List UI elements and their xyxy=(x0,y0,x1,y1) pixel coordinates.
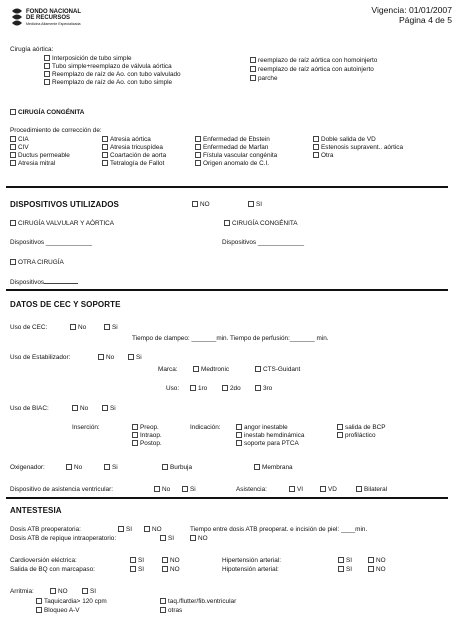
checkbox[interactable] xyxy=(289,486,295,492)
dispositivos-field[interactable]: Dispositivos _____________ xyxy=(10,239,93,246)
checkbox[interactable] xyxy=(313,152,319,158)
cec-title: DATOS DE CEC Y SOPORTE xyxy=(10,300,121,309)
congenita-option[interactable]: Atresia mitral xyxy=(10,160,55,168)
atb-pre-label: Dosis ATB preoperatoria: xyxy=(10,526,81,533)
dispositivos-title: DISPOSITIVOS UTILIZADOS xyxy=(10,200,119,209)
logo-subtitle: Medicina Altamente Especializada xyxy=(26,22,81,26)
checkbox[interactable] xyxy=(368,566,374,572)
hiper-si[interactable]: SI xyxy=(338,557,352,565)
arritmia-option[interactable]: taq./flutter/fib.ventricular xyxy=(160,598,236,606)
asistencia-label: Asistencia: xyxy=(236,486,267,493)
cardioversion-label: Cardioversión eléctrica: xyxy=(10,557,77,564)
checkbox[interactable] xyxy=(10,220,16,226)
indicacion-option[interactable]: soporte para PTCA xyxy=(236,440,299,448)
hiper-no[interactable]: NO xyxy=(368,557,386,565)
checkbox[interactable] xyxy=(182,486,188,492)
cardioversion-no[interactable]: NO xyxy=(162,557,180,565)
congenita-option[interactable]: CIV xyxy=(10,144,29,152)
arritmia-option[interactable]: otras xyxy=(160,607,182,615)
logo-mark-icon xyxy=(10,7,24,27)
checkbox[interactable] xyxy=(44,55,50,61)
checkbox[interactable] xyxy=(132,432,138,438)
checkbox[interactable] xyxy=(130,566,136,572)
checkbox[interactable] xyxy=(338,557,344,563)
page-number: Página 4 de 5 xyxy=(398,15,452,25)
antestesia-title: ANTESTESIA xyxy=(10,506,62,515)
checkbox[interactable] xyxy=(254,464,260,470)
checkbox[interactable] xyxy=(44,63,50,69)
vigencia: Vigencia: 01/01/2007 xyxy=(371,5,452,15)
congenita-option[interactable]: Estenosis supravent.. aórtica xyxy=(313,144,403,152)
uso-label: Uso: xyxy=(166,385,180,392)
checkbox[interactable] xyxy=(36,598,42,604)
checkbox[interactable] xyxy=(195,144,201,150)
oxigenador-label: Oxigenador: xyxy=(10,464,45,471)
checkbox[interactable] xyxy=(130,557,136,563)
aortica-option[interactable]: Tubo simple+reemplazo de válvula aórtica xyxy=(44,63,172,71)
insercion-option[interactable]: Preop. xyxy=(132,424,159,432)
checkbox[interactable] xyxy=(190,385,196,391)
marca-label: Marca: xyxy=(158,366,178,373)
salida-bq-si[interactable]: SI xyxy=(130,566,144,574)
atb-rep-label: Dosis ATB de repique intraoperatorio: xyxy=(10,535,117,542)
checkbox[interactable] xyxy=(250,66,256,72)
checkbox[interactable] xyxy=(195,136,201,142)
checkbox[interactable] xyxy=(338,566,344,572)
checkbox[interactable] xyxy=(160,607,166,613)
checkbox[interactable] xyxy=(104,324,110,330)
checkbox[interactable] xyxy=(10,109,16,115)
checkbox[interactable] xyxy=(313,136,319,142)
checkbox[interactable] xyxy=(193,366,199,372)
oxig-si[interactable]: Si xyxy=(104,464,118,472)
aortica-option[interactable]: parche xyxy=(250,75,278,83)
checkbox[interactable] xyxy=(320,486,326,492)
checkbox[interactable] xyxy=(250,75,256,81)
burbuja-option[interactable]: Burbuja xyxy=(162,464,192,472)
congenita-option[interactable]: Ductus permeable xyxy=(10,152,70,160)
arritmia-no[interactable]: NO xyxy=(50,588,68,596)
aortica-option[interactable]: reemplazo de raíz aórtica con homoinjerto xyxy=(250,57,377,65)
logo-name-2: DE RECURSOS xyxy=(26,15,71,21)
biac-si[interactable]: Si xyxy=(102,405,116,413)
checkbox[interactable] xyxy=(160,598,166,604)
arritmia-option[interactable]: Bloqueo A-V xyxy=(36,607,80,615)
dispositivos-no[interactable]: NO xyxy=(192,201,210,209)
checkbox[interactable] xyxy=(337,432,343,438)
congenita-option[interactable]: Enfermedad de Marfan xyxy=(195,144,268,152)
checkbox[interactable] xyxy=(102,136,108,142)
hiper-label: Hipertensión arterial: xyxy=(222,557,281,564)
checkbox[interactable] xyxy=(195,152,201,158)
checkbox[interactable] xyxy=(162,566,168,572)
arritmia-option[interactable]: Taquicardia> 120 cpm xyxy=(36,598,107,606)
checkbox[interactable] xyxy=(98,354,104,360)
checkbox[interactable] xyxy=(102,144,108,150)
checkbox[interactable] xyxy=(248,201,254,207)
checkbox[interactable] xyxy=(82,588,88,594)
checkbox[interactable] xyxy=(236,432,242,438)
hipo-no[interactable]: NO xyxy=(368,566,386,574)
congenita-option[interactable]: CIA xyxy=(10,136,29,144)
arritmia-label: Arritmia: xyxy=(10,588,34,595)
divider xyxy=(6,289,448,291)
checkbox[interactable] xyxy=(356,486,362,492)
indicacion-option[interactable]: salida de BCP xyxy=(337,424,386,432)
aortica-option[interactable]: reemplazo de raíz aórtica con autoinjerto xyxy=(250,66,374,74)
checkbox[interactable] xyxy=(10,259,16,265)
estabilizador-label: Uso de Estabilizador: xyxy=(10,354,71,361)
congenita-title[interactable]: CIRUGÍA CONGÉNITA xyxy=(10,109,84,117)
checkbox[interactable] xyxy=(10,160,16,166)
cts-option[interactable]: CTS-Guidant xyxy=(255,366,300,374)
checkbox[interactable] xyxy=(236,424,242,430)
medtronic-option[interactable]: Medtronic xyxy=(193,366,229,374)
uso-option[interactable]: 1ro xyxy=(190,385,207,393)
uso-option[interactable]: 3ro xyxy=(255,385,272,393)
membrana-option[interactable]: Membrana xyxy=(254,464,293,472)
checkbox[interactable] xyxy=(50,588,56,594)
indicacion-option[interactable]: angor inestable xyxy=(236,424,288,432)
cec-si[interactable]: Si xyxy=(104,324,118,332)
insercion-option[interactable]: Postop. xyxy=(132,440,162,448)
indicacion-option[interactable]: inestab hemdinámica xyxy=(236,432,304,440)
asistencia-option[interactable]: VD xyxy=(320,486,337,494)
insercion-label: Inserción: xyxy=(72,424,100,431)
checkbox[interactable] xyxy=(160,535,166,541)
congenita-option[interactable]: Enfermedad de Ebstein xyxy=(195,136,270,144)
checkbox[interactable] xyxy=(255,385,261,391)
estab-no[interactable]: No xyxy=(98,354,114,362)
checkbox[interactable] xyxy=(255,366,261,372)
valvular-option[interactable]: CIRUGÍA VALVULAR Y AÓRTICA xyxy=(10,220,114,228)
oxig-no[interactable]: No xyxy=(66,464,82,472)
checkbox[interactable] xyxy=(132,424,138,430)
logo-name-1: FONDO NACIONAL xyxy=(26,9,81,15)
indicacion-option[interactable]: profiláctico xyxy=(337,432,376,440)
checkbox[interactable] xyxy=(162,464,168,470)
dav-si[interactable]: Si xyxy=(182,486,196,494)
otra-cirugia-option[interactable]: OTRA CIRUGÍA xyxy=(10,259,64,267)
tiempos-field[interactable]: Tiempo de clampeo: _______min. Tiempo de perfusión:_______ min. xyxy=(132,335,329,342)
insercion-option[interactable]: Intraop. xyxy=(132,432,162,440)
checkbox[interactable] xyxy=(102,160,108,166)
checkbox[interactable] xyxy=(195,160,201,166)
congenita-option[interactable]: Otra xyxy=(313,152,333,160)
aortica-option[interactable]: Reemplazo de raíz de Ao. con tubo valvulado xyxy=(44,71,181,79)
checkbox[interactable] xyxy=(222,385,228,391)
checkbox[interactable] xyxy=(102,405,108,411)
aortica-option[interactable]: Reemplazo de raíz de Ao. con tubo simple xyxy=(44,79,172,87)
atb-rep-si[interactable]: SI xyxy=(160,535,174,543)
checkbox[interactable] xyxy=(66,464,72,470)
checkbox[interactable] xyxy=(70,324,76,330)
checkbox[interactable] xyxy=(36,607,42,613)
salida-bq-label: Salida de BQ con marcapaso: xyxy=(10,566,95,573)
checkbox[interactable] xyxy=(10,136,16,142)
congenita-option[interactable]: Doble salida de VD xyxy=(313,136,376,144)
dav-no[interactable]: No xyxy=(154,486,170,494)
checkbox[interactable] xyxy=(368,557,374,563)
arritmia-si[interactable]: SI xyxy=(82,588,96,596)
atb-pre-si[interactable]: SI xyxy=(118,526,132,534)
congenita-option[interactable]: Origen anomalo de C.I. xyxy=(195,160,269,168)
atb-tiempo-field[interactable]: Tiempo entre dosis ATB preoperat. e incisión de piel: ____min. xyxy=(190,526,368,533)
aortica-option[interactable]: Interposición de tubo simple xyxy=(44,55,132,63)
asistencia-option[interactable]: VI xyxy=(289,486,303,494)
atb-pre-no[interactable]: NO xyxy=(144,526,162,534)
congenita-option[interactable]: Atresia tricuspídea xyxy=(102,144,163,152)
checkbox[interactable] xyxy=(72,405,78,411)
checkbox[interactable] xyxy=(224,220,230,226)
cirugia-aortica-title: Cirugía aórtica: xyxy=(10,46,54,53)
estab-si[interactable]: Si xyxy=(128,354,142,362)
uso-cec-label: Uso de CEC: xyxy=(10,324,48,331)
checkbox[interactable] xyxy=(132,440,138,446)
checkbox[interactable] xyxy=(102,152,108,158)
dav-label: Dispositivo de asistencia ventricular: xyxy=(10,486,114,493)
congenita-option[interactable]: Fístula vascular congénita xyxy=(195,152,277,160)
divider xyxy=(6,186,448,188)
cec-no[interactable]: No xyxy=(70,324,86,332)
hipo-si[interactable]: SI xyxy=(338,566,352,574)
biac-no[interactable]: No xyxy=(72,405,88,413)
checkbox[interactable] xyxy=(44,71,50,77)
procedimiento-label: Procedimiento de corrección de: xyxy=(10,127,102,134)
congenita-option[interactable]: Atresia aórtica xyxy=(102,136,151,144)
asistencia-option[interactable]: Bilateral xyxy=(356,486,387,494)
dispositivos-si[interactable]: SI xyxy=(248,201,262,209)
atb-rep-no[interactable]: NO xyxy=(190,535,208,543)
checkbox[interactable] xyxy=(236,440,242,446)
checkbox[interactable] xyxy=(313,144,319,150)
checkbox[interactable] xyxy=(128,354,134,360)
checkbox[interactable] xyxy=(337,424,343,430)
checkbox[interactable] xyxy=(104,464,110,470)
dispositivos-field[interactable]: Dispositivos xyxy=(10,279,78,287)
checkbox[interactable] xyxy=(190,535,196,541)
divider xyxy=(6,497,448,499)
congenita-option[interactable]: Coartación de aorta xyxy=(102,152,166,160)
biac-label: Uso de BIAC: xyxy=(10,405,49,412)
indicacion-label: Indicación: xyxy=(190,424,221,431)
checkbox[interactable] xyxy=(192,201,198,207)
salida-bq-no[interactable]: NO xyxy=(162,566,180,574)
checkbox[interactable] xyxy=(44,79,50,85)
hipo-label: Hipotensión arterial: xyxy=(222,566,279,573)
checkbox[interactable] xyxy=(154,486,160,492)
dispositivos-field[interactable]: Dispositivos _____________ xyxy=(222,239,305,246)
checkbox[interactable] xyxy=(10,144,16,150)
checkbox[interactable] xyxy=(10,152,16,158)
uso-option[interactable]: 2do xyxy=(222,385,241,393)
checkbox[interactable] xyxy=(250,57,256,63)
checkbox[interactable] xyxy=(144,526,150,532)
checkbox[interactable] xyxy=(118,526,124,532)
checkbox[interactable] xyxy=(162,557,168,563)
congenita-option[interactable]: Tetralogía de Fallot xyxy=(102,160,164,168)
congenita-option[interactable]: CIRUGÍA CONGÉNITA xyxy=(224,220,298,228)
cardioversion-si[interactable]: SI xyxy=(130,557,144,565)
